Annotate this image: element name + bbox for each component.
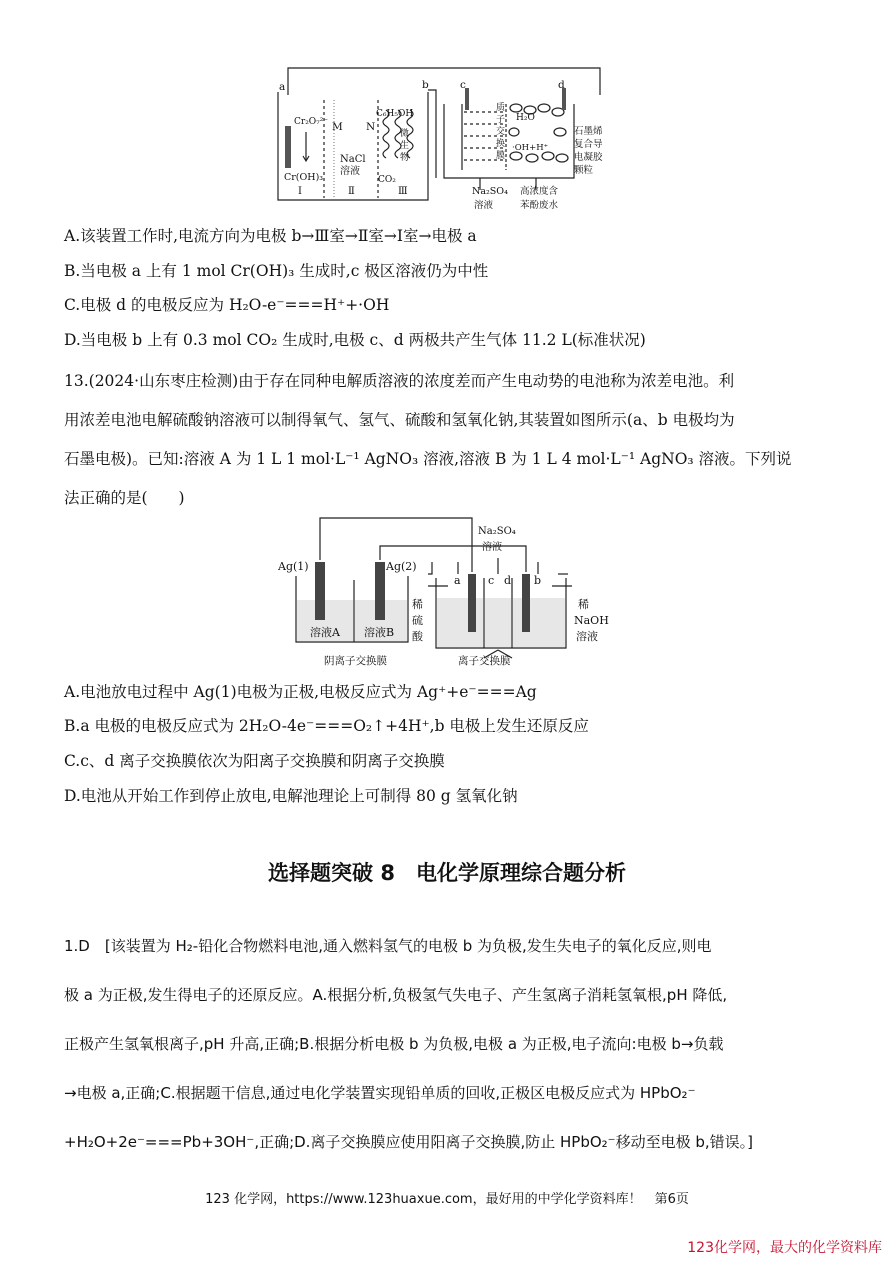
- q13-option-d: D.电池从开始工作到停止放电,电解池理论上可制得 80 g 氢氧化钠: [64, 787, 518, 805]
- label-d: d: [504, 574, 512, 587]
- label-electrode-c: c: [460, 79, 466, 91]
- label-na2so4-solution-2: 溶液: [482, 542, 502, 553]
- q12-option-c: C.电极 d 的电极反应为 H₂O-e⁻===H⁺+·OH: [64, 296, 390, 314]
- label-pm-2: 子: [496, 115, 506, 125]
- q13-option-c: C.c、d 离子交换膜依次为阳离子交换膜和阴离子交换膜: [64, 752, 445, 770]
- answer-line-3: 正极产生氢氧根离子,pH 升高,正确;B.根据分析电极 b 为负极,电极 a 为正极,电子流向:电极 b→负载: [64, 1035, 724, 1053]
- label-nacl-solution: 溶液: [340, 166, 360, 177]
- label-na2so4-solution: 溶液: [474, 200, 494, 211]
- label-naoh-1: 稀: [578, 598, 589, 611]
- label-microbe-2: 生: [400, 141, 410, 151]
- answer-line-4: →电极 a,正确;C.根据题干信息,通过电化学装置实现铅单质的回收,正极区电极反应式为 HPbO₂⁻: [64, 1084, 696, 1102]
- label-electrode-a: a: [279, 81, 286, 93]
- label-electrode-b: b: [422, 79, 429, 91]
- answer-line-5: +H₂O+2e⁻===Pb+3OH⁻,正确;D.离子交换膜应使用阳离子交换膜,防止 HPbO₂⁻移动至电极 b,错误。]: [64, 1133, 753, 1151]
- label-c6h5oh: C₆H₅OH: [376, 109, 414, 119]
- label-anion-membrane: 阴离子交换膜: [324, 655, 387, 667]
- q12-option-b: B.当电极 a 上有 1 mol Cr(OH)₃ 生成时,c 极区溶液仍为中性: [64, 262, 489, 280]
- label-na2so4-2: Na₂SO₄: [478, 526, 516, 537]
- label-solution-a: 溶液A: [310, 626, 340, 639]
- label-phenol-2: 苯酚废水: [520, 200, 559, 211]
- label-pm-3: 交: [496, 127, 506, 137]
- label-ag2: Ag(2): [386, 560, 417, 573]
- label-phenol-1: 高浓度含: [520, 186, 559, 197]
- answer-explanation: [64, 922, 836, 1167]
- label-dilute-acid-2: 硫: [412, 614, 423, 627]
- label-na2so4: Na₂SO₄: [472, 186, 508, 197]
- label-graphene-3: 电凝胶: [574, 152, 603, 163]
- label-a: a: [454, 574, 461, 587]
- label-membrane-m: M: [332, 121, 343, 133]
- label-ag1: Ag(1): [278, 560, 309, 573]
- label-oh-h: ·OH+H⁺: [512, 143, 549, 153]
- watermark: 123化学网，最大的化学资料库: [687, 1240, 882, 1256]
- figure-cell-diagram-1: [274, 60, 610, 216]
- label-room-2: Ⅱ: [348, 186, 355, 197]
- label-graphene-2: 复合导: [574, 139, 603, 150]
- q12-option-d: D.当电极 b 上有 0.3 mol CO₂ 生成时,电极 c、d 两极共产生气体 11.2 L(标准状况): [64, 331, 646, 349]
- label-c: c: [488, 574, 495, 587]
- label-solution-b: 溶液B: [364, 626, 395, 639]
- label-co2: CO₂: [378, 175, 396, 185]
- label-microbe-1: 微: [400, 129, 410, 139]
- label-membrane-n: N: [366, 121, 376, 133]
- label-pm-5: 膜: [496, 151, 506, 161]
- label-room-3: Ⅲ: [398, 186, 408, 197]
- label-h2o: H₂O: [516, 113, 535, 123]
- label-dilute-acid-3: 酸: [412, 630, 423, 643]
- figure-concentration-cell: [272, 512, 624, 670]
- label-graphene-4: 颗粒: [574, 165, 594, 176]
- q13-option-a: A.电池放电过程中 Ag(1)电极为正极,电极反应式为 Ag⁺+e⁻===Ag: [64, 683, 537, 701]
- q13-stem-line-1: 13.(2024·山东枣庄检测)由于存在同种电解质溶液的浓度差而产生电动势的电池称为浓差电池。利: [64, 372, 735, 390]
- section-title: 选择题突破 8 电化学原理综合题分析: [268, 861, 626, 885]
- label-room-1: Ⅰ: [298, 186, 302, 197]
- label-cr2o7: Cr₂O₇²⁻: [294, 117, 329, 127]
- label-naoh-3: 溶液: [576, 630, 598, 643]
- page-footer: 123 化学网，https://www.123huaxue.com，最好用的中学化学资料库！ 第6页: [205, 1192, 689, 1207]
- answer-line-2: 极 a 为正极,发生得电子的还原反应。A.根据分析,负极氢气失电子、产生氢离子消耗氢氧根,pH 降低,: [64, 986, 728, 1004]
- label-pm-1: 质: [496, 103, 506, 113]
- q13-stem-line-4: 法正确的是( ): [64, 489, 185, 507]
- label-graphene-1: 石墨烯: [574, 126, 603, 137]
- q12-option-a: A.该装置工作时,电流方向为电极 b→Ⅲ室→Ⅱ室→Ⅰ室→电极 a: [64, 227, 477, 245]
- answer-line-1: 1.D [该装置为 H₂-铅化合物燃料电池,通入燃料氢气的电极 b 为负极,发生失电子的氧化反应,则电: [64, 937, 712, 955]
- label-b: b: [534, 574, 542, 587]
- label-dilute-acid-1: 稀: [412, 598, 423, 611]
- label-naoh-2: NaOH: [574, 614, 609, 627]
- q13-stem-line-2: 用浓差电池电解硫酸钠溶液可以制得氧气、氢气、硫酸和氢氧化钠,其装置如图所示(a、b 电极均为: [64, 411, 735, 429]
- label-electrode-d: d: [558, 79, 565, 91]
- q13-option-b: B.a 电极的电极反应式为 2H₂O-4e⁻===O₂↑+4H⁺,b 电极上发生还原反应: [64, 717, 589, 735]
- label-pm-4: 换: [496, 139, 506, 149]
- label-nacl: NaCl: [340, 154, 366, 165]
- label-croh3: Cr(OH)₃: [284, 172, 324, 183]
- q13-stem-line-3: 石墨电极)。已知:溶液 A 为 1 L 1 mol·L⁻¹ AgNO₃ 溶液,溶液 B 为 1 L 4 mol·L⁻¹ AgNO₃ 溶液。下列说: [64, 450, 792, 468]
- label-ion-membrane: 离子交换膜: [458, 655, 511, 667]
- label-microbe-3: 物: [400, 153, 410, 163]
- q13-stem: [64, 362, 834, 518]
